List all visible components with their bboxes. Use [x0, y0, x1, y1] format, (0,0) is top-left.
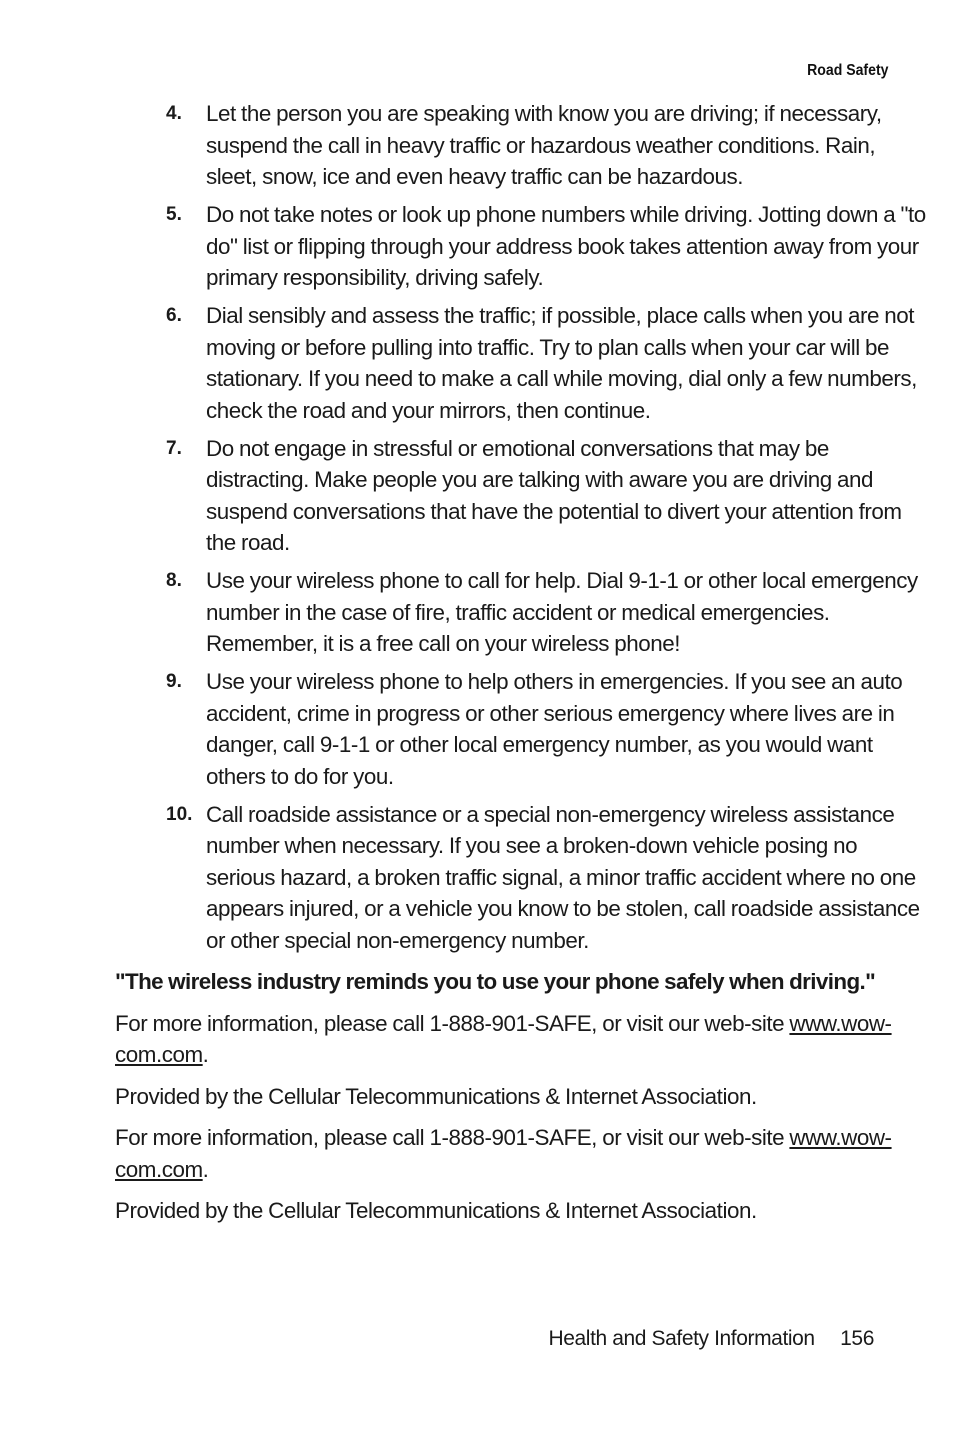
- safety-tips-list: [166, 98, 954, 963]
- list-item-text: Use your wireless phone to call for help. Dial 9-1-1 or other local emergency number in the case of fire, traffic accident or medical emergencies. Remember, it is a free call on your wireless phone!: [206, 568, 918, 656]
- attribution: Provided by the Cellular Telecommunications & Internet Association.: [115, 1198, 757, 1223]
- list-item-text: Do not take notes or look up phone numbers while driving. Jotting down a "to do" list or flipping through your address book takes attention away from your primary responsibility, driving safely.: [206, 202, 926, 290]
- list-item-number: 4.: [166, 103, 182, 124]
- list-item: [166, 433, 926, 559]
- page-footer: [548, 1327, 874, 1351]
- list-item: [166, 300, 926, 426]
- list-item-number: 7.: [166, 437, 182, 459]
- list-item: [166, 565, 926, 660]
- list-item-text: Do not engage in stressful or emotional conversations that may be distracting. Make people you are talking with aware you are driving and suspend conversations that have the potential to divert your attention from the road.: [206, 435, 902, 555]
- page-number: 156: [840, 1327, 874, 1350]
- list-item-number: 10.: [166, 803, 193, 825]
- info-text: For more information, please call 1-888-901-SAFE, or visit our web-site: [115, 1010, 790, 1036]
- list-item: [166, 799, 926, 957]
- industry-quote: "The wireless industry reminds you to use your phone safely when driving.": [115, 969, 876, 994]
- info-suffix: .: [202, 1156, 209, 1182]
- footer-section-title: Health and Safety Information: [548, 1327, 815, 1350]
- info-suffix: .: [202, 1042, 209, 1067]
- list-item: [166, 666, 926, 792]
- list-item-text: Call roadside assistance or a special non-emergency wireless assistance number when necessary. If you see a broken-down vehicle posing no serious hazard, a broken traffic signal, a minor traffic accident where no one appears injured, or a vehicle you know to be stolen, call roadside assistance or other special non-emergency number.: [206, 801, 920, 953]
- list-item-number: 8.: [166, 570, 182, 591]
- attribution: Provided by the Cellular Telecommunications & Internet Association.: [115, 1083, 757, 1109]
- info-text: For more information, please call 1-888-901-SAFE, or visit our web-site: [115, 1125, 790, 1150]
- website-link[interactable]: www.wow-com.com: [115, 1010, 892, 1067]
- info-paragraph: [115, 1008, 915, 1071]
- website-link[interactable]: www.wow-com.com: [115, 1125, 892, 1182]
- list-item-number: 5.: [166, 204, 182, 225]
- list-item-text: Dial sensibly and assess the traffic; if possible, place calls when you are not moving or before pulling into traffic. Try to plan calls when your car will be stationary. If you need to make a call while moving, dial only a few numbers, check the road and your mirrors, then continue.: [206, 303, 917, 423]
- body-text: [115, 966, 915, 1237]
- list-item-number: 6.: [166, 305, 182, 326]
- list-item: [166, 98, 926, 193]
- info-paragraph: [115, 1122, 915, 1185]
- list-item-text: Let the person you are speaking with know you are driving; if necessary, suspend the call in heavy traffic or hazardous weather conditions. Rain, sleet, snow, ice and even heavy traffic can be hazardous.: [206, 101, 882, 189]
- list-item-text: Use your wireless phone to help others in emergencies. If you see an auto accident, crime in progress or other serious emergency where lives are in danger, call 9-1-1 or other local emergency number, as you would want others to do for you.: [206, 669, 903, 789]
- list-item: [166, 199, 926, 294]
- list-item-number: 9.: [166, 671, 182, 692]
- running-header: Road Safety: [806, 62, 888, 79]
